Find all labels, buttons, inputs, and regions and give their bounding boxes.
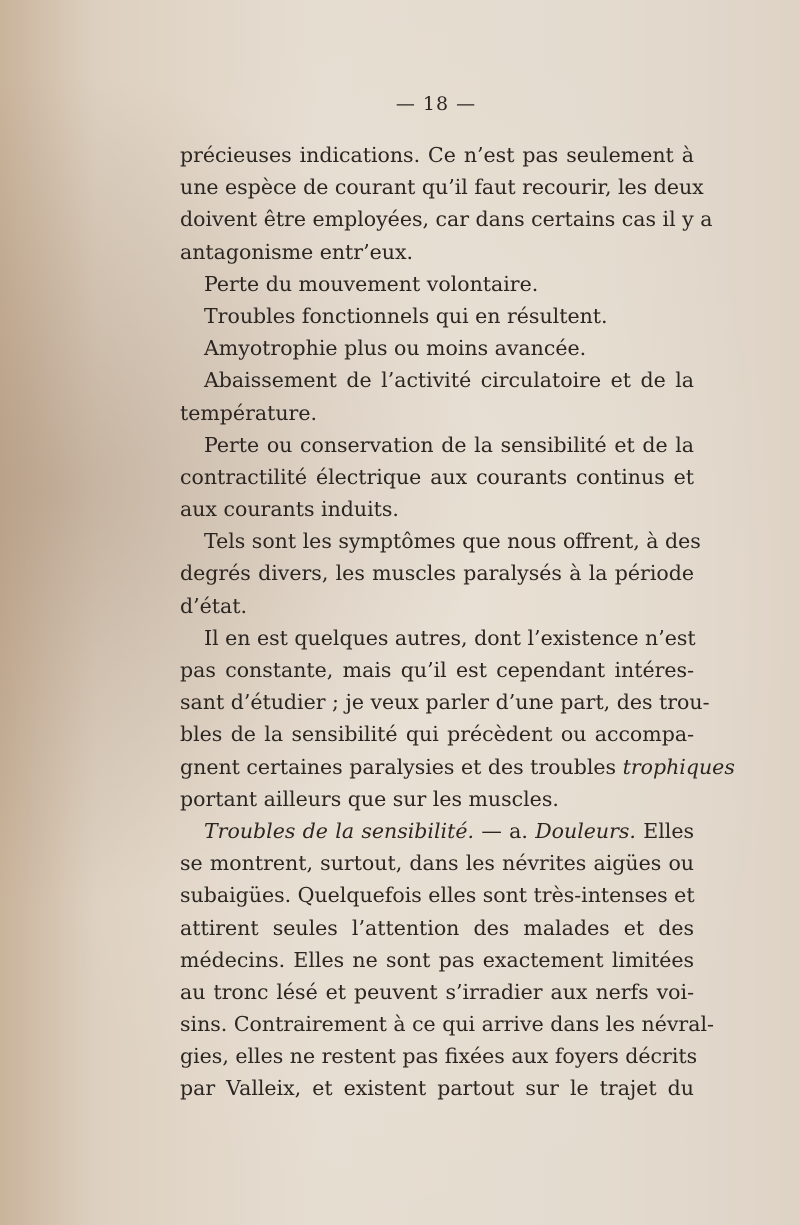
page-number: — 18 — — [395, 93, 477, 115]
text-segment: gnent certaines paralysies et des troubles — [180, 754, 617, 779]
text-line: contractilité électrique aux courants continus et — [180, 464, 694, 489]
text-line: sins. Contrairement à ce qui arrive dans les névral- — [180, 1012, 714, 1037]
section-heading-line — [180, 815, 694, 847]
text-line: se montrent, surtout, dans les névrites aigües ou — [180, 851, 694, 876]
text-line: température. — [180, 400, 317, 425]
text-line: antagonisme entr’eux. — [180, 239, 414, 264]
text-line: Abaissement de l’activité circulatoire et de la — [204, 368, 694, 393]
text-line: doivent être employées, car dans certains cas il y a — [180, 207, 713, 232]
text-line: portant ailleurs que sur les muscles. — [180, 786, 559, 811]
text-line: une espèce de courant qu’il faut recourir, les deux — [180, 175, 704, 200]
text-line: degrés divers, les muscles paralysés à la période — [180, 561, 694, 586]
text-line: au tronc lésé et peuvent s’irradier aux nerfs voi- — [180, 979, 694, 1004]
text-line: Il en est quelques autres, dont l’existence n’est — [204, 625, 696, 650]
text-line: Perte ou conservation de la sensibilité et de la — [204, 432, 694, 457]
text-line: sant d’étudier ; je veux parler d’une part, des trou- — [180, 690, 710, 715]
text-segment: Elles — [635, 818, 694, 843]
text-line: subaigües. Quelquefois elles sont très-intenses et — [180, 883, 695, 908]
text-line: Tels sont les symptômes que nous offrent, à des — [204, 529, 701, 554]
text-line: gies, elles ne restent pas fixées aux foyers décrits — [180, 1044, 698, 1069]
body-text — [180, 139, 735, 1105]
text-line: Perte du mouvement volontaire. — [204, 271, 539, 296]
text-line: d’état. — [180, 593, 247, 618]
italic-term: trophiques — [622, 754, 735, 779]
text-line: bles de la sensibilité qui précèdent ou accompa- — [180, 722, 694, 747]
text-line: par Valleix, et existent partout sur le trajet du — [180, 1076, 694, 1101]
text-line: pas constante, mais qu’il est cependant intéres- — [180, 658, 694, 682]
text-line: aux courants induits. — [180, 497, 399, 522]
section-heading: Troubles de la sensibilité. — [204, 818, 474, 843]
text-segment: — a. — [473, 818, 536, 843]
text-line: Troubles fonctionnels qui en résultent. — [204, 303, 608, 328]
text-line: médecins. Elles ne sont pas exactement limitées — [180, 947, 694, 972]
subsection-heading: Douleurs. — [535, 818, 636, 843]
text-line: Amyotrophie plus ou moins avancée. — [204, 336, 587, 361]
text-line: précieuses indications. Ce n’est pas seulement à — [180, 143, 694, 167]
text-line: attirent seules l’attention des malades et des — [180, 915, 694, 940]
text-line — [180, 751, 735, 783]
